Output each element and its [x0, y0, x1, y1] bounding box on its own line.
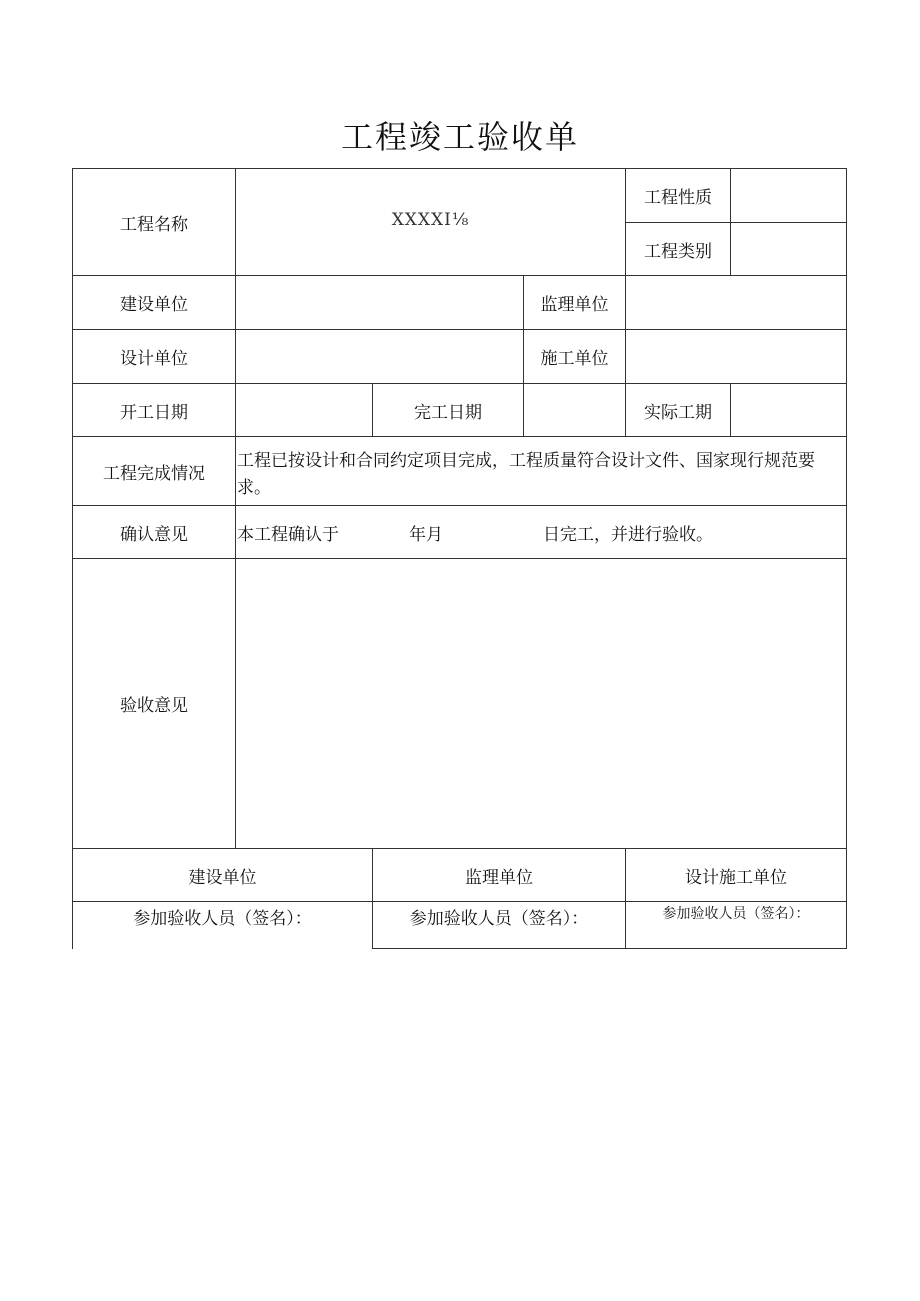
project-nature-label: 工程性质: [644, 188, 712, 208]
page-title: 工程竣工验收单: [340, 118, 579, 156]
supervisor-unit-field[interactable]: [626, 276, 846, 329]
completion-status-label: 工程完成情况: [103, 463, 205, 484]
confirm-text-part2: 年月: [409, 524, 443, 545]
rule-row8-end: [72, 901, 847, 902]
rule-bottom: [372, 948, 847, 949]
project-name-label: 工程名称: [120, 214, 188, 235]
actual-period-label: 实际工期: [644, 402, 712, 423]
actual-period-field[interactable]: [731, 384, 846, 436]
finish-date-label: 完工日期: [414, 402, 482, 423]
sign-unit-design-construction: 设计施工单位: [685, 867, 787, 888]
start-date-label: 开工日期: [120, 402, 188, 423]
finish-date-field[interactable]: [524, 384, 625, 436]
project-nature-field[interactable]: [731, 169, 846, 222]
designer-unit-field[interactable]: [236, 330, 523, 383]
owner-unit-field[interactable]: [236, 276, 523, 329]
project-category-label: 工程类别: [644, 241, 712, 262]
signature-owner[interactable]: 参加验收人员（签名）：: [133, 909, 312, 929]
confirm-text-part1: 本工程确认于: [237, 524, 339, 545]
project-name-value[interactable]: XXXXI⅛: [391, 210, 470, 230]
signature-design-construction[interactable]: 参加验收人员（签名）：: [662, 906, 810, 922]
start-date-field[interactable]: [236, 384, 372, 436]
confirm-text-part3: 日完工，并进行验收。: [543, 524, 713, 545]
project-category-field[interactable]: [731, 223, 846, 275]
supervisor-unit-label: 监理单位: [540, 295, 609, 315]
signature-supervisor[interactable]: 参加验收人员（签名）：: [409, 909, 589, 929]
contractor-unit-label: 施工单位: [540, 349, 609, 369]
completion-status-text: 工程已按设计和合同约定项目完成，工程质量符合设计文件、国家现行规范要求。: [237, 451, 815, 498]
sign-unit-owner: 建设单位: [188, 867, 257, 888]
acceptance-opinion-field[interactable]: [236, 559, 846, 848]
contractor-unit-field[interactable]: [626, 330, 846, 383]
designer-unit-label: 设计单位: [120, 349, 188, 369]
sign-unit-supervisor: 监理单位: [465, 867, 533, 888]
rule-right: [846, 168, 847, 949]
confirm-opinion-label: 确认意见: [120, 524, 188, 545]
acceptance-opinion-label: 验收意见: [120, 696, 188, 716]
owner-unit-label: 建设单位: [120, 295, 188, 315]
